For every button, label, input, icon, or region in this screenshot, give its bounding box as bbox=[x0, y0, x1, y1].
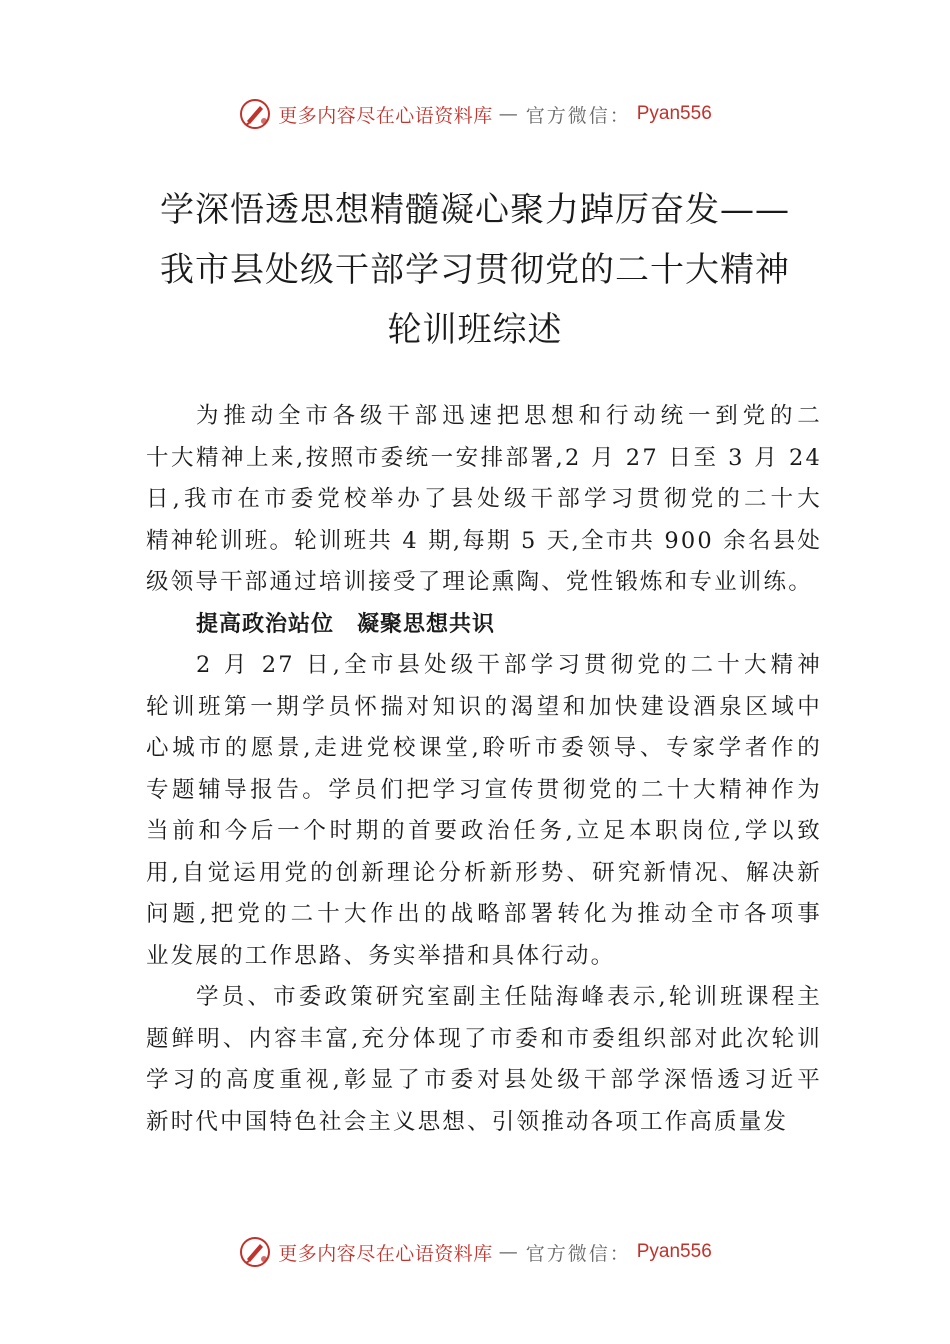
title-line: 学深悟透思想精髓凝心聚力踔厉奋发—— bbox=[160, 190, 790, 230]
paragraph-line: 学习的高度重视,彰显了市委对县处级干部学深悟透习近平 bbox=[146, 1067, 822, 1093]
title-line: 轮训班综述 bbox=[387, 310, 563, 350]
banner-wechat-label: 官方微信： bbox=[525, 104, 631, 127]
pen-seal-logo-icon bbox=[238, 97, 272, 131]
paragraph-line: 新时代中国特色社会主义思想、引领推动各项工作高质量发 bbox=[146, 1108, 789, 1135]
banner-brand-text: 更多内容尽在心语资料库 bbox=[278, 1242, 493, 1265]
paragraph-line: 十大精神上来,按照市委统一安排部署,2 月 27 日至 3 月 24 bbox=[146, 444, 822, 471]
paragraph-line: 精神轮训班。轮训班共 4 期,每期 5 天,全市共 900 余名县处 bbox=[146, 527, 823, 554]
document-title bbox=[120, 180, 830, 360]
document-body bbox=[146, 396, 822, 1143]
paragraph-line: 业发展的工作思路、务实举措和具体行动。 bbox=[146, 942, 616, 969]
banner-separator: — bbox=[498, 1241, 520, 1263]
paragraph-line: 当前和今后一个时期的首要政治任务,立足本职岗位,学以致 bbox=[146, 818, 822, 844]
pen-seal-logo-icon bbox=[238, 1235, 272, 1269]
banner-brand-text: 更多内容尽在心语资料库 bbox=[278, 104, 493, 127]
footer-banner bbox=[0, 1232, 950, 1272]
paragraph-line: 题鲜明、内容丰富,充分体现了市委和市委组织部对此次轮训 bbox=[146, 1025, 822, 1052]
paragraph-line: 问题,把党的二十大作出的战略部署转化为推动全市各项事 bbox=[146, 901, 822, 927]
title-line: 我市县处级干部学习贯彻党的二十大精神 bbox=[160, 250, 790, 290]
header-banner bbox=[0, 94, 950, 134]
paragraph-line: 用,自觉运用党的创新理论分析新形势、研究新情况、解决新 bbox=[146, 859, 822, 886]
banner-wechat-id: Pyan556 bbox=[636, 1241, 712, 1262]
paragraph-line: 为推动全市各级干部迅速把思想和行动统一到党的二 bbox=[196, 403, 822, 429]
section-heading: 提高政治站位 凝聚思想共识 bbox=[196, 611, 496, 637]
paragraph-line: 心城市的愿景,走进党校课堂,聆听市委领导、专家学者作的 bbox=[146, 735, 822, 761]
paragraph-line: 轮训班第一期学员怀揣对知识的渴望和加快建设酒泉区域中 bbox=[146, 693, 822, 720]
paragraph-line: 专题辅导报告。学员们把学习宣传贯彻党的二十大精神作为 bbox=[146, 776, 822, 803]
paragraph-line: 级领导干部通过培训接受了理论熏陶、党性锻炼和专业训练。 bbox=[146, 569, 813, 595]
banner-wechat-id: Pyan556 bbox=[636, 103, 712, 124]
paragraph-line: 学员、市委政策研究室副主任陆海峰表示,轮训班课程主 bbox=[196, 984, 822, 1010]
banner-separator: — bbox=[498, 103, 520, 125]
paragraph-line: 日,我市在市委党校举办了县处级干部学习贯彻党的二十大 bbox=[146, 486, 822, 512]
banner-wechat-label: 官方微信： bbox=[525, 1242, 631, 1265]
paragraph-line: 2 月 27 日,全市县处级干部学习贯彻党的二十大精神 bbox=[196, 652, 822, 678]
